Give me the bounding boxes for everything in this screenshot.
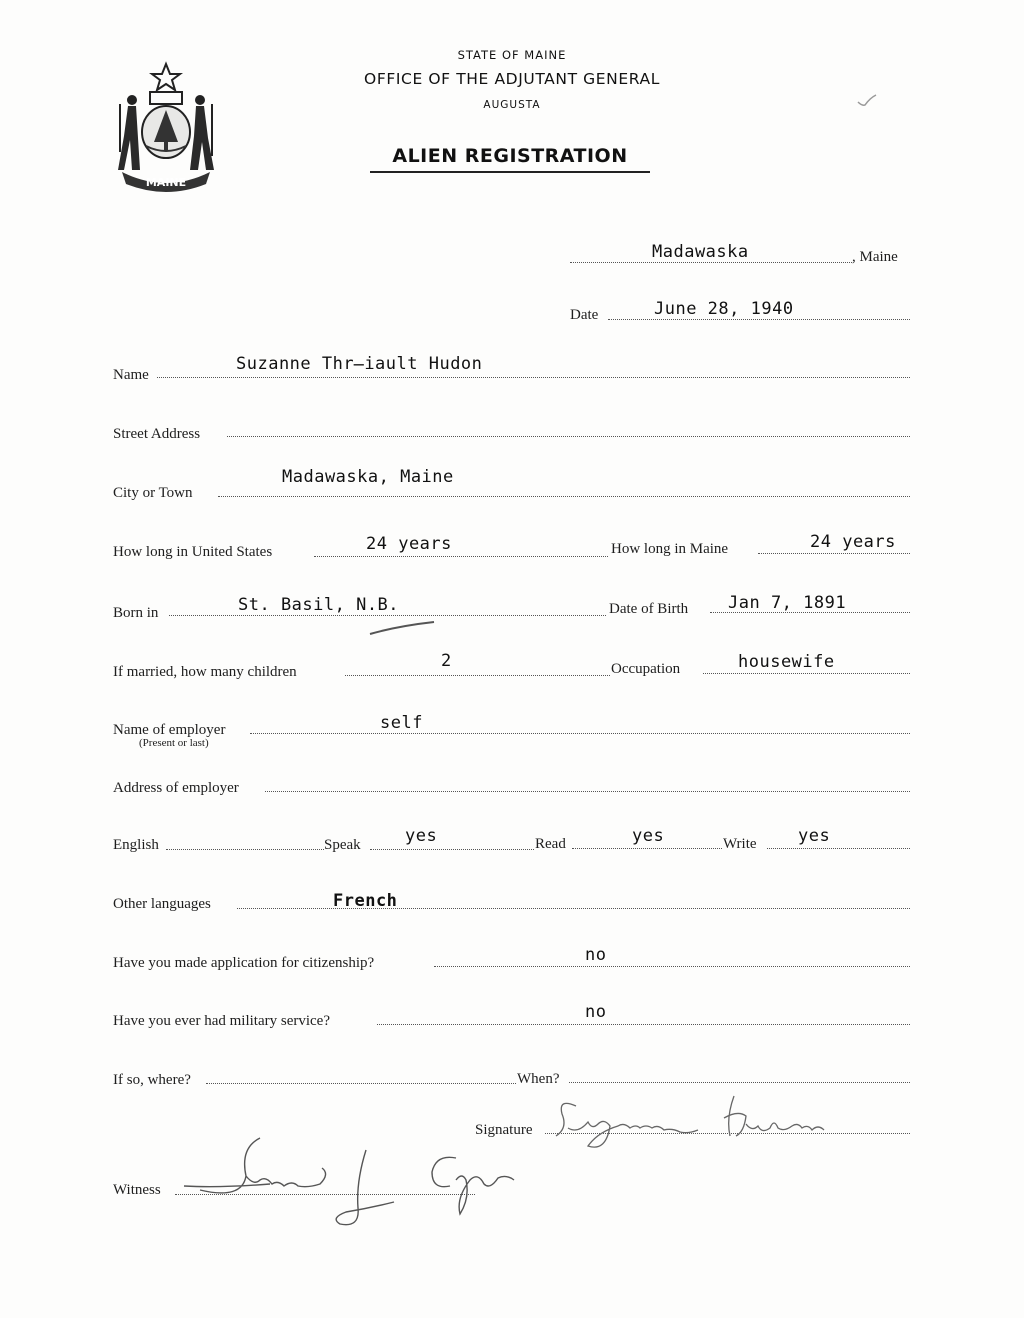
employer-name-sublabel: (Present or last) — [139, 737, 209, 749]
born-in-line — [169, 615, 606, 616]
signature-handwriting — [548, 1088, 838, 1158]
signature-label: Signature — [475, 1122, 533, 1138]
other-languages-label: Other languages — [113, 896, 211, 912]
born-in-label: Born in — [113, 605, 159, 621]
how-long-maine-value: 24 years — [810, 532, 896, 552]
header-state: STATE OF MAINE — [457, 48, 567, 62]
how-long-us-line — [314, 556, 608, 557]
how-long-maine-line — [758, 553, 910, 554]
date-label: Date — [570, 307, 599, 323]
employer-name-line — [250, 733, 910, 734]
write-line — [767, 848, 910, 849]
street-address-line — [227, 436, 910, 437]
employer-address-label: Address of employer — [113, 780, 239, 796]
military-label: Have you ever had military service? — [113, 1013, 330, 1029]
title-underline — [370, 171, 650, 173]
how-long-us-value: 24 years — [366, 534, 452, 554]
occupation-value: housewife — [738, 652, 835, 672]
children-value: 2 — [441, 651, 452, 671]
military-value: no — [585, 1002, 607, 1022]
read-line — [572, 848, 722, 849]
occupation-line — [703, 673, 910, 674]
when-line — [569, 1082, 910, 1083]
employer-name-value: self — [380, 713, 423, 733]
street-address-label: Street Address — [113, 426, 201, 442]
form-title: ALIEN REGISTRATION — [392, 145, 628, 167]
when-label: When? — [517, 1071, 560, 1087]
svg-text:MAINE: MAINE — [145, 176, 187, 189]
city-value: Madawaska, Maine — [282, 467, 454, 487]
header-office: OFFICE OF THE ADJUTANT GENERAL — [364, 70, 660, 88]
date-of-birth-value: Jan 7, 1891 — [728, 593, 847, 613]
name-line — [157, 377, 910, 378]
name-value: Suzanne Thr̶iault Hudon — [236, 354, 483, 374]
military-line — [377, 1024, 910, 1025]
citizenship-line — [434, 966, 910, 967]
state-label: , Maine — [852, 249, 898, 265]
how-long-us-label: How long in United States — [113, 544, 273, 560]
witness-handwriting — [180, 1128, 530, 1233]
citizenship-value: no — [585, 945, 607, 965]
where-label: If so, where? — [113, 1072, 191, 1088]
read-label: Read — [535, 836, 566, 852]
check-mark-icon — [856, 92, 878, 108]
occupation-label: Occupation — [611, 661, 681, 677]
citizenship-label: Have you made application for citizenship? — [113, 955, 375, 971]
town-line — [570, 262, 852, 263]
date-of-birth-label: Date of Birth — [609, 601, 689, 617]
children-label: If married, how many children — [113, 664, 297, 680]
write-label: Write — [723, 836, 757, 852]
city-label: City or Town — [113, 485, 193, 501]
city-line — [218, 496, 910, 497]
how-long-maine-label: How long in Maine — [611, 541, 729, 557]
pencil-mark-icon — [368, 618, 436, 638]
speak-value: yes — [405, 826, 438, 846]
born-in-value: St. Basil, N.B. — [238, 595, 400, 615]
other-languages-value: French — [333, 891, 398, 911]
speak-label: Speak — [324, 837, 361, 853]
name-label: Name — [113, 367, 149, 383]
speak-line — [370, 849, 534, 850]
header-city: AUGUSTA — [483, 99, 541, 111]
date-line — [608, 319, 910, 320]
english-label: English — [113, 837, 159, 853]
town-value: Madawaska — [652, 242, 749, 262]
children-line — [345, 675, 610, 676]
witness-label: Witness — [113, 1182, 161, 1198]
employer-name-label: Name of employer — [113, 722, 226, 738]
where-line — [206, 1083, 516, 1084]
english-line — [166, 849, 324, 850]
write-value: yes — [798, 826, 831, 846]
date-value: June 28, 1940 — [654, 299, 794, 319]
read-value: yes — [632, 826, 665, 846]
employer-address-line — [265, 791, 910, 792]
